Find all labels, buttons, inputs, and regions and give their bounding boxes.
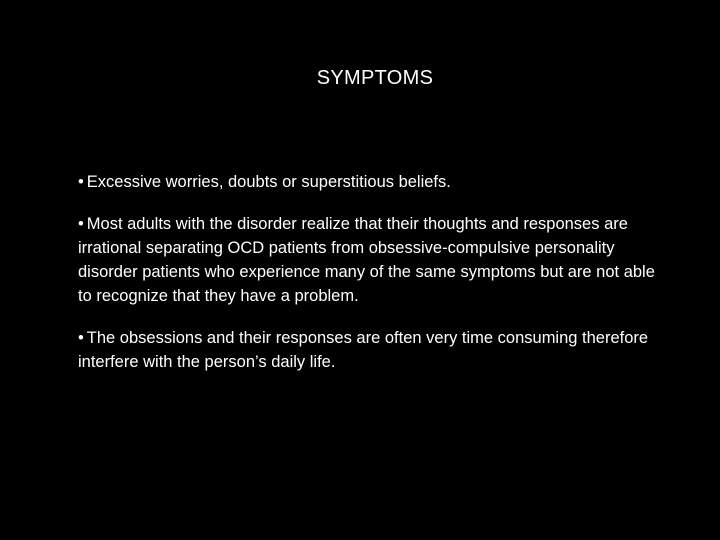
bullet-mark: •: [78, 329, 84, 347]
bullet-text: Excessive worries, doubts or superstitious beliefs.: [86, 173, 451, 191]
bullet-item: [78, 170, 658, 194]
bullet-mark: •: [78, 215, 84, 233]
bullet-item: [78, 212, 658, 308]
bullet-text: The obsessions and their responses are often very time consuming therefore interfere with the person’s daily life.: [78, 329, 649, 371]
bullet-item: [78, 326, 658, 374]
bullet-mark: •: [78, 173, 84, 191]
bullet-text: Most adults with the disorder realize that their thoughts and responses are irrational separating OCD patients from obsessive-compulsive personality disorder patients who experience many of the same symptoms but are not able to recognize that they have a problem.: [78, 215, 655, 305]
bullet-list: [78, 170, 658, 392]
slide-title: SYMPTOMS: [316, 67, 434, 89]
